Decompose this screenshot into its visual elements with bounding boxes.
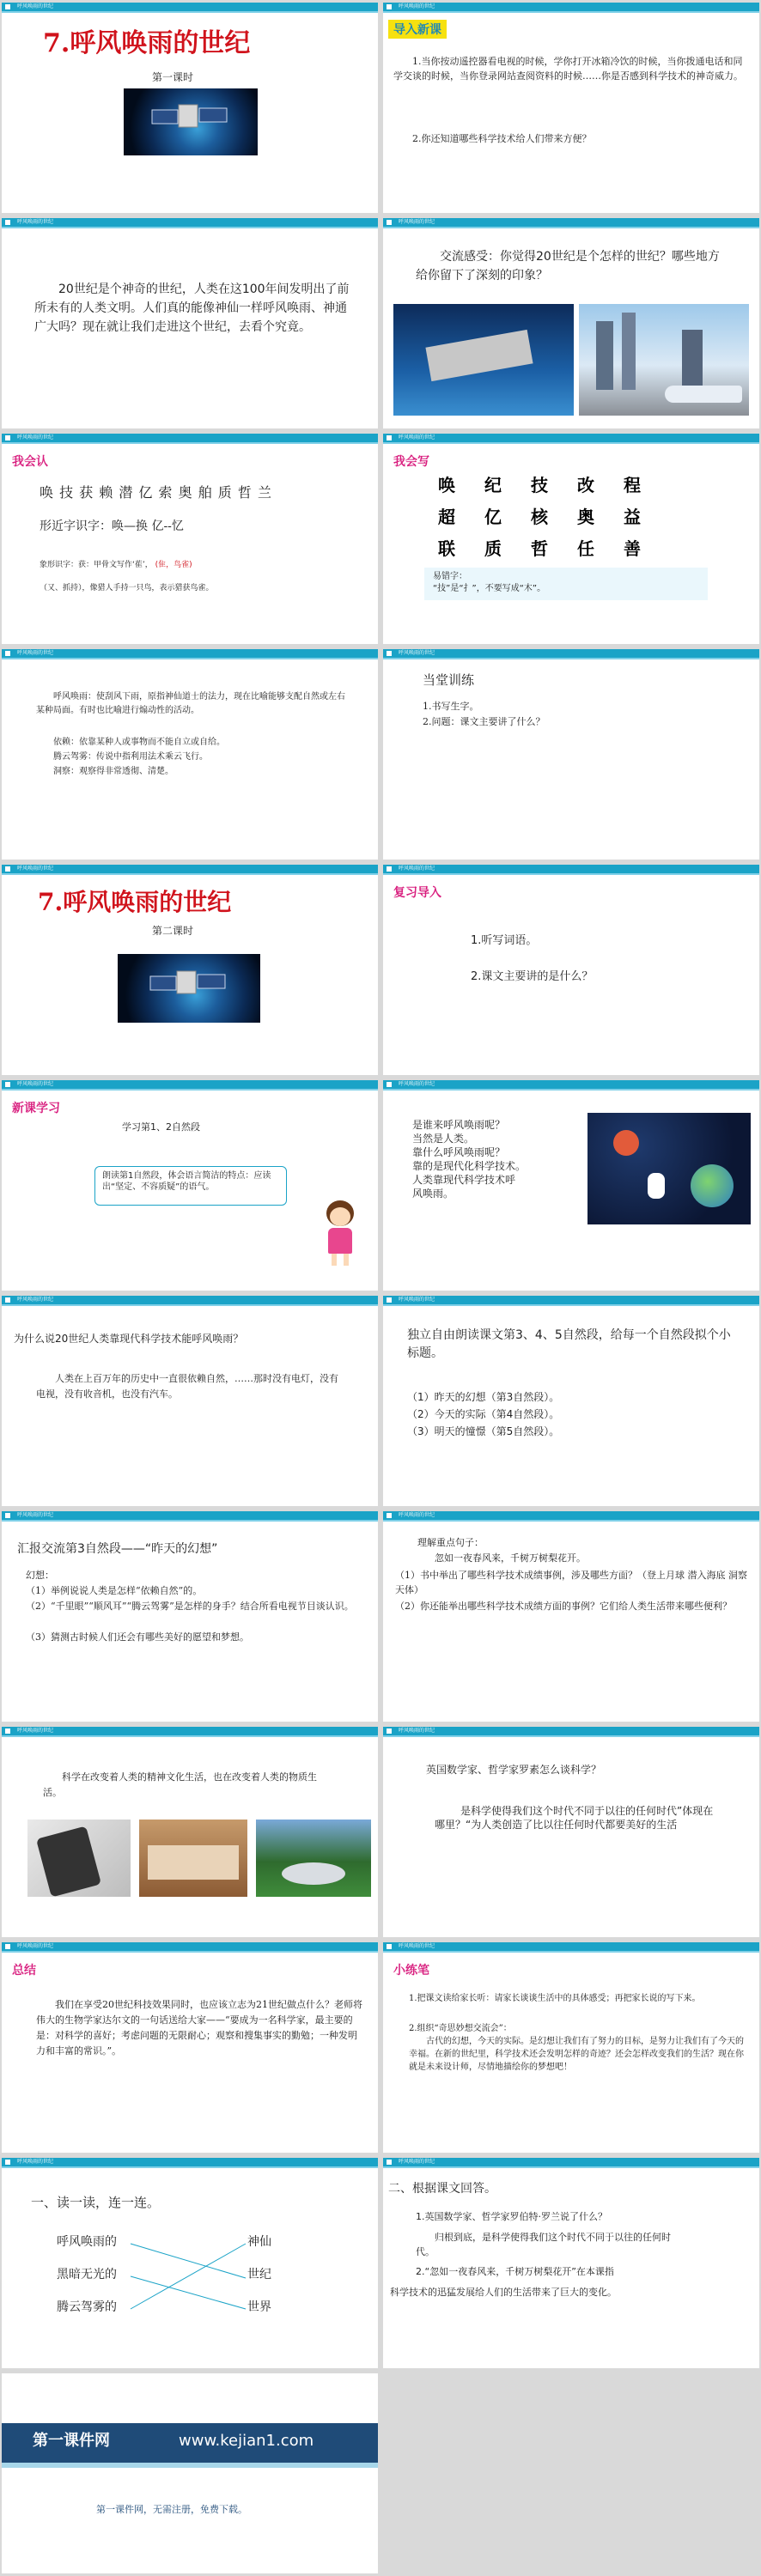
section-tag: 新课学习: [12, 1102, 60, 1115]
lesson-title: 7.呼风唤雨的世纪: [43, 28, 251, 58]
write-char: 技: [531, 475, 548, 495]
answer-q1: 1.英国数学家、哲学家罗伯特·罗兰说了什么？: [416, 2211, 607, 2222]
answer-a2: 科学技术的迅猛发展给人们的生活带来了巨大的变化。: [390, 2287, 617, 2298]
pictograph-line-1: 象形识字：获：甲骨文写作‘萑’， (隹，鸟雀): [40, 561, 192, 569]
summary-paragraph: 我们在享受20世纪科技效果同时，也应该立志为21世纪做点什么？老师将伟大的生物学家达尔文的一句话送给大家——“要成为一名科学家，最主要的是：对科学的喜好；考虑问题的无限耐心；观察和搜集事实的勤勉；一种发明力和丰富的常识。”。: [36, 1999, 362, 2057]
slide-22: [383, 2158, 759, 2368]
slide-header: 呼风唤雨的世纪: [2, 434, 378, 442]
write-char: 超: [438, 507, 455, 527]
write-char: 奥: [577, 507, 594, 527]
slide-header: 呼风唤雨的世纪: [383, 218, 759, 227]
practice-title: 当堂训练: [423, 672, 475, 688]
slide-header: 呼风唤雨的世纪: [2, 865, 378, 873]
write-chars-row: [438, 471, 696, 496]
slide-9: [2, 865, 378, 1075]
slide-header: 呼风唤雨的世纪: [383, 1296, 759, 1304]
write-char: 益: [624, 507, 641, 527]
tip-title: 易错字：: [433, 572, 467, 581]
matching-lines: [2, 2158, 378, 2368]
write-chars-row: [438, 503, 696, 528]
write-char: 哲: [531, 538, 548, 559]
slide-header: 呼风唤雨的世纪: [2, 1511, 378, 1520]
write-char: 联: [438, 538, 455, 559]
pictograph-line-2: （又、抓持），像猎人手持一只鸟，表示猎获鸟雀。: [40, 584, 214, 592]
fantasy-label: 幻想：: [26, 1570, 54, 1581]
slide-17: [2, 1727, 378, 1937]
section-tag: 总结: [12, 1964, 36, 1978]
section-tag: 复习导入: [393, 886, 441, 900]
answer-paragraph: 人类在上百万年的历史中一直很依赖自然，……那时没有电灯，没有电视，没有收音机，也没有汽车。: [36, 1373, 338, 1400]
qa-line: 靠什么呼风唤雨呢？: [412, 1146, 506, 1158]
key-q1: （1）书中举出了哪些科学技术成绩事例，涉及哪些方面？（登上月球 潜入海底 洞察天体）: [395, 1570, 747, 1595]
qa-line: 是谁来呼风唤雨呢？: [412, 1119, 506, 1131]
section-tag: 我会认: [12, 455, 48, 469]
study-paragraphs: 学习第1、2自然段: [122, 1121, 200, 1133]
slide-header: 呼风唤雨的世纪: [383, 434, 759, 442]
city-train-image: [579, 304, 749, 416]
left-item-3: 腾云驾雾的: [57, 2300, 117, 2314]
girl-cartoon: [321, 1200, 359, 1269]
matching-title: 一、读一读，连一连。: [31, 2195, 161, 2210]
near-form-chars: 形近字识字：唤—换 亿--忆: [40, 519, 184, 533]
homework-3: 古代的幻想，今天的实际。是幻想让我们有了努力的目标，是努力让我们有了今天的幸福。在新的世纪里，科学技术还会发明怎样的奇迹？还会怎样改变我们的生活？现在你就是未来设计师，尽情地描绘你的梦想吧！: [409, 2037, 744, 2072]
lesson-title: 7.呼风唤雨的世纪: [38, 888, 232, 916]
slide-header: 呼风唤雨的世纪: [2, 218, 378, 227]
tablet-image: [27, 1820, 131, 1897]
write-char: 亿: [484, 507, 502, 527]
left-item-1: 呼风唤雨的: [57, 2235, 117, 2249]
slide-11: [2, 1080, 378, 1291]
write-char: 程: [624, 475, 641, 495]
write-char: 任: [577, 538, 594, 559]
empty-area: [383, 2373, 759, 2573]
practice-q2: 2.问题：课文主要讲了什么？: [423, 716, 545, 727]
left-item-2: 黑暗无光的: [57, 2268, 117, 2281]
subtitle-3: （3）明天的憧憬（第5自然段）。: [407, 1425, 560, 1437]
slide-header: 呼风唤雨的世纪: [383, 3, 759, 11]
definition-1: 呼风唤雨：使刮风下雨，原指神仙道士的法力，现在比喻能够支配自然或左右某种局面。有时也比喻进行煽动性的活动。: [36, 692, 345, 715]
speech-bubble: [94, 1166, 287, 1206]
space-planets-image: [587, 1113, 751, 1224]
bubble-text: 朗读第1自然段，体会语言简洁的特点：应读出“坚定、不容质疑”的语气。: [102, 1171, 271, 1192]
slide-header: 呼风唤雨的世纪: [383, 865, 759, 873]
recognize-chars: 唤 技 获 赖 潜 亿 索 奥 舶 质 哲 兰: [40, 484, 272, 501]
section-tag: 小练笔: [393, 1964, 429, 1978]
discussion-prompt: 交流感受：你觉得20世纪是个怎样的世纪？哪些地方给你留下了深刻的印象？: [416, 250, 720, 283]
fantasy-q3: （3）猜测古时候人们还会有哪些美好的愿望和梦想。: [26, 1631, 249, 1643]
telescope-image: [256, 1820, 371, 1897]
practice-q1: 1.书写生字。: [423, 701, 479, 712]
write-char: 核: [531, 507, 548, 527]
slide-6: [383, 434, 759, 644]
slide-7: [2, 649, 378, 860]
qa-lines: [412, 1118, 575, 1200]
russell-answer: 是科学使得我们这个时代不同于以往的任何时代”体现在哪里？“为人类创造了比以往任何时代都要美好的生活: [435, 1805, 714, 1831]
slide-1: [2, 3, 378, 213]
key-sentence: 忽如一夜春风来，千树万树梨花开。: [435, 1552, 586, 1564]
slide-header: 呼风唤雨的世纪: [2, 3, 378, 11]
tip-box: [424, 568, 708, 600]
slide-15: [2, 1511, 378, 1722]
slide-header: 呼风唤雨的世纪: [383, 1080, 759, 1089]
write-chars-grid: [438, 471, 696, 567]
key-q2: （2）你还能举出哪些科学技术成绩方面的事例？它们给人类生活带来哪些便利？: [395, 1601, 732, 1612]
slide-18: [383, 1727, 759, 1937]
subtitle-1: （1）昨天的幻想（第3自然段）。: [407, 1391, 560, 1403]
right-item-3: 世界: [247, 2300, 271, 2314]
section-tag: 导入新课: [388, 20, 447, 39]
slide-12: [383, 1080, 759, 1291]
slide-header: 呼风唤雨的世纪: [2, 1296, 378, 1304]
slide-header: 呼风唤雨的世纪: [2, 649, 378, 658]
qa-line: 靠的是现代化科学技术。: [412, 1160, 527, 1172]
site-note: 第一课件网，无需注册，免费下载。: [96, 2504, 247, 2515]
review-q2: 2.课文主要讲的是什么？: [471, 970, 594, 983]
slide-14: [383, 1296, 759, 1506]
key-sentence-label: 理解重点句子：: [417, 1537, 484, 1548]
slide-20: [383, 1942, 759, 2153]
slide-16: [383, 1511, 759, 1722]
slide-header: 呼风唤雨的世纪: [383, 649, 759, 658]
slide-8: [383, 649, 759, 860]
right-item-2: 世纪: [247, 2268, 271, 2281]
qa-line: 当然是人类。: [412, 1133, 475, 1145]
fantasy-q1: （1）举例说说人类是怎样“依赖自然”的。: [26, 1585, 203, 1596]
slide-10: [383, 865, 759, 1075]
write-char: 纪: [484, 475, 502, 495]
right-item-1: 神仙: [247, 2235, 271, 2249]
fantasy-q2: （2）“千里眼”“顺风耳”“腾云驾雾”是怎样的身手？结合所看电视节目谈认识。: [26, 1601, 354, 1612]
write-char: 善: [624, 538, 641, 559]
slide-header: 呼风唤雨的世纪: [2, 2158, 378, 2166]
definition-2: 依赖：依靠某种人或事物而不能自立或自给。: [53, 738, 225, 747]
tip-text: “技”是“扌”，不要写成“木”。: [433, 584, 546, 593]
satellite-icon: [148, 93, 234, 144]
slide-19: [2, 1942, 378, 2153]
answer-a1: 归根到底，是科学使得我们这个时代不同于以往的任何时代。: [416, 2232, 671, 2257]
slide-header: 呼风唤雨的世纪: [2, 1942, 378, 1951]
question: 为什么说20世纪人类靠现代科学技术能呼风唤雨？: [14, 1333, 244, 1345]
slide-header: 呼风唤雨的世纪: [383, 1727, 759, 1735]
slide-header: 呼风唤雨的世纪: [2, 1080, 378, 1089]
slide-21: [2, 2158, 378, 2368]
intro-paragraph-2: 2.你还知道哪些科学技术给人们带来方便？: [412, 133, 592, 144]
intro-paragraph-1: 1.当你按动遥控器看电视的时候，学你打开冰箱冷饮的时候，当你拨通电话和同学交谈的时候，当你登录网站查阅资料的时候……你是否感到科学技术的神奇威力。: [393, 56, 743, 82]
lesson-subtitle: 第二课时: [152, 925, 194, 937]
site-banner: [2, 2423, 378, 2463]
write-char: 唤: [438, 475, 455, 495]
slide-header: 呼风唤雨的世纪: [383, 1511, 759, 1520]
write-char: 改: [577, 475, 594, 495]
slide-header: 呼风唤雨的世纪: [2, 1727, 378, 1735]
subtitle-2: （2）今天的实际（第4自然段）。: [407, 1408, 560, 1420]
century-paragraph: 20世纪是个神奇的世纪，人类在这100年间发明出了前所未有的人类文明。人们真的能像神仙一样呼风唤雨、神通广大吗？现在就让我们走进这个世纪，去看个究竟。: [34, 283, 350, 334]
slide-23: [2, 2373, 378, 2573]
slide-header: 呼风唤雨的世纪: [383, 1942, 759, 1951]
answer-title: 二、根据课文回答。: [388, 2182, 496, 2196]
homework-2: 2.组织“奇思妙想交流会”：: [409, 2024, 512, 2033]
site-url[interactable]: www.kejian1.com: [179, 2432, 314, 2450]
slide-13: [2, 1296, 378, 1506]
slide-5: [2, 434, 378, 644]
space-station-image: [393, 304, 574, 416]
answer-q2: 2.“忽如一夜春风来，千树万树梨花开”在本课指: [416, 2266, 614, 2277]
site-name: 第一课件网: [33, 2432, 110, 2450]
review-q1: 1.听写词语。: [471, 934, 538, 947]
kitchen-image: [139, 1820, 247, 1897]
write-char: 质: [484, 538, 502, 559]
science-paragraph: 科学在改变着人类的精神文化生活，也在改变着人类的物质生活。: [43, 1771, 317, 1798]
homework-1: 1.把课文读给家长听：请家长谈谈生活中的具体感受；再把家长说的写下来。: [409, 1994, 701, 2003]
lesson-subtitle: 第一课时: [152, 71, 194, 83]
slide-3: [2, 218, 378, 428]
slide-header: 呼风唤雨的世纪: [383, 2158, 759, 2166]
definition-4: 洞察：观察得非常透彻、清楚。: [53, 767, 174, 776]
report-title: 汇报交流第3自然段——“昨天的幻想”: [17, 1542, 218, 1556]
qa-line: 风唤雨。: [412, 1188, 454, 1200]
definition-3: 腾云驾雾：传说中指利用法术乘云飞行。: [53, 752, 208, 762]
section-tag: 我会写: [393, 455, 429, 469]
slide-2: [383, 3, 759, 213]
reading-task: 独立自由朗读课文第3、4、5自然段，给每一个自然段拟个小标题。: [407, 1328, 731, 1360]
qa-line: 人类靠现代科学技术呼: [412, 1174, 516, 1186]
satellite-icon: [146, 959, 232, 1011]
write-chars-row: [438, 535, 696, 560]
slide-4: [383, 218, 759, 428]
russell-question: 英国数学家、哲学家罗素怎么谈科学？: [426, 1764, 602, 1776]
